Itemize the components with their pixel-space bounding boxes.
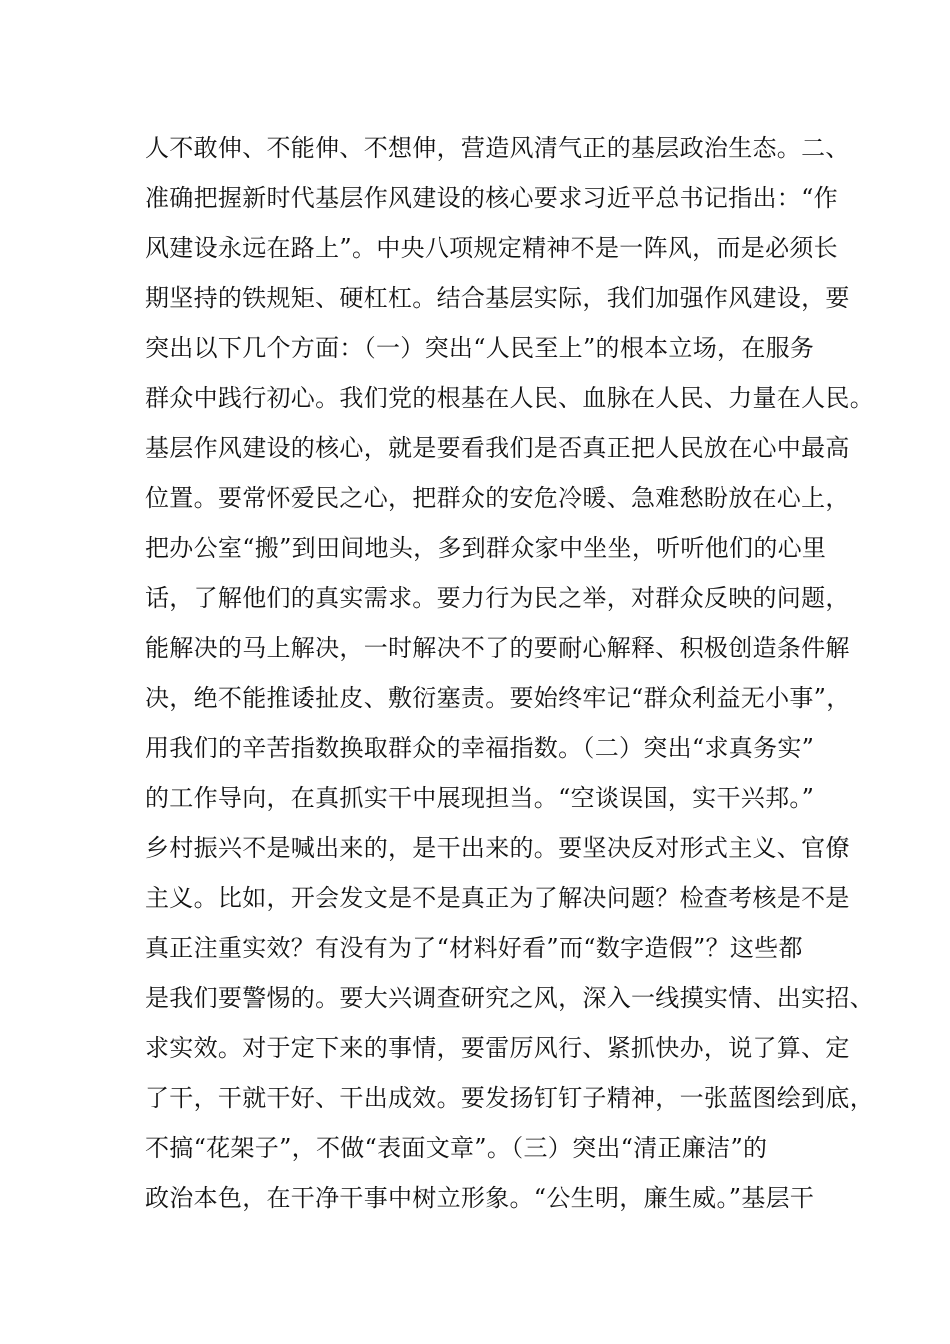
text-line: 准确把握新时代基层作风建设的核心要求习近平总书记指出：“作 [145,184,838,212]
text-line: 真正注重实效？有没有为了“材料好看”而“数字造假”？这些都 [145,934,803,962]
text-line: 的工作导向，在真抓实干中展现担当。“空谈误国，实干兴邦。” [145,784,815,812]
text-line: 乡村振兴不是喊出来的，是干出来的。要坚决反对形式主义、官僚 [145,834,850,862]
text-line: 能解决的马上解决，一时解决不了的要耐心解释、积极创造条件解 [145,634,850,662]
text-line: 基层作风建设的核心，就是要看我们是否真正把人民放在心中最高 [145,434,850,462]
text-line: 用我们的辛苦指数换取群众的幸福指数。（二）突出“求真务实” [145,734,815,762]
text-line: 群众中践行初心。我们党的根基在人民、血脉在人民、力量在人民。 [145,384,874,412]
text-line: 把办公室“搬”到田间地头，多到群众家中坐坐，听听他们的心里 [145,534,827,562]
text-line: 求实效。对于定下来的事情，要雷厉风行、紧抓快办，说了算、定 [145,1034,850,1062]
text-line: 是我们要警惕的。要大兴调查研究之风，深入一线摸实情、出实招、 [145,984,874,1012]
text-line: 位置。要常怀爱民之心，把群众的安危冷暖、急难愁盼放在心上， [145,484,850,512]
text-line: 人不敢伸、不能伸、不想伸，营造风清气正的基层政治生态。二、 [145,134,850,162]
text-line: 主义。比如，开会发文是不是真正为了解决问题？检查考核是不是 [145,884,850,912]
text-line: 政治本色，在干净干事中树立形象。“公生明，廉生威。”基层干 [145,1184,815,1212]
text-line: 期坚持的铁规矩、硬杠杠。结合基层实际，我们加强作风建设，要 [145,284,850,312]
text-line: 不搞“花架子”，不做“表面文章”。（三）突出“清正廉洁”的 [145,1134,768,1162]
text-line: 风建设永远在路上”。中央八项规定精神不是一阵风，而是必须长 [145,234,838,262]
text-line: 突出以下几个方面：（一）突出“人民至上”的根本立场，在服务 [145,334,815,362]
text-line: 话，了解他们的真实需求。要力行为民之举，对群众反映的问题， [145,584,850,612]
text-line: 决，绝不能推诿扯皮、敷衍塞责。要始终牢记“群众利益无小事”， [145,684,851,712]
text-line: 了干，干就干好、干出成效。要发扬钉钉子精神，一张蓝图绘到底， [145,1084,874,1112]
